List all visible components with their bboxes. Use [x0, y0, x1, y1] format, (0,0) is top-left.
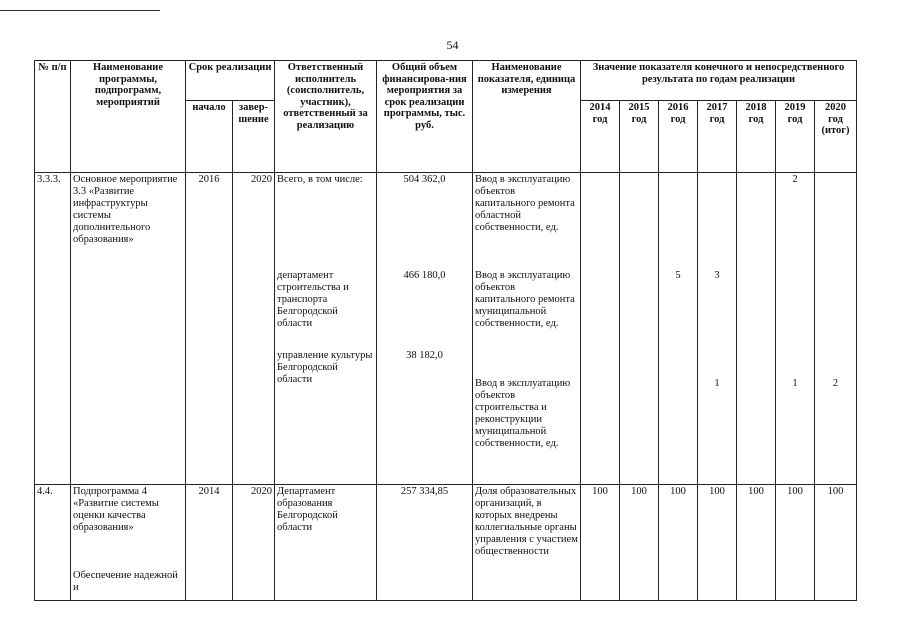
page-number: 54	[446, 38, 459, 52]
table-row	[35, 173, 857, 485]
row2-start: 2014	[186, 485, 233, 601]
row1-responsible	[275, 173, 377, 485]
row2-financing: 257 334,85	[377, 485, 473, 601]
row1-y2017	[698, 173, 737, 485]
row1-fin-construction: 466 180,0	[403, 270, 446, 281]
header-name: Наименование программы, подпрограмм, мероприятий	[71, 61, 186, 173]
header-responsible: Ответственный исполнитель (соисполнитель, участник), ответственный за реализацию	[275, 61, 377, 173]
row1-name: Основное мероприятие 3.3 «Развитие инфраструктуры системы дополнительного образования»	[71, 173, 186, 485]
row1-y2017-b: 3	[714, 270, 720, 281]
row1-y2018	[737, 173, 776, 485]
header-indicator: Наименование показателя, единица измерения	[473, 61, 581, 173]
header-year-2020: 2020 год (итог)	[815, 101, 857, 173]
row2-end: 2020	[233, 485, 275, 601]
header-year-2017: 2017 год	[698, 101, 737, 173]
table-row	[35, 485, 857, 601]
row2-y2016: 100	[659, 485, 698, 601]
header-year-2016: 2016 год	[659, 101, 698, 173]
row1-y2014	[581, 173, 620, 485]
row2-name-measure: Обеспечение надежной и	[73, 570, 178, 593]
row1-num: 3.3.3.	[35, 173, 71, 485]
row2-y2019: 100	[776, 485, 815, 601]
row1-fin-total: 504 362,0	[403, 174, 446, 185]
header-values: Значение показателя конечного и непосредственного результата по годам реализации	[581, 61, 857, 101]
row1-y2019-a: 2	[792, 174, 798, 185]
header-num: № п/п	[35, 61, 71, 173]
row1-start: 2016	[186, 173, 233, 485]
row1-y2016-b: 5	[675, 270, 681, 281]
header-year-2018: 2018 год	[737, 101, 776, 173]
row1-indicator-c: Ввод в эксплуатацию объектов строительства и реконструкции муниципальной собственности, ед.	[475, 378, 571, 449]
row1-y2020	[815, 173, 857, 485]
row1-resp-construction: департамент строительства и транспорта Белгородской области	[277, 270, 349, 329]
row2-y2015: 100	[620, 485, 659, 601]
header-year-2014: 2014 год	[581, 101, 620, 173]
row1-end: 2020	[233, 173, 275, 485]
row1-y2019-c: 1	[792, 378, 798, 389]
header-year-2015: 2015 год	[620, 101, 659, 173]
row2-num: 4.4.	[35, 485, 71, 601]
row2-y2014: 100	[581, 485, 620, 601]
row1-indicators	[473, 173, 581, 485]
row1-financing	[377, 173, 473, 485]
row1-y2020-c: 2	[832, 378, 839, 389]
row2-indicator: Доля образовательных организаций, в которых внедрены коллегиальные органы управления с участием общественности	[473, 485, 581, 601]
header-term-start: начало	[186, 101, 233, 173]
row1-resp-culture: управление культуры Белгородской области	[277, 350, 373, 385]
header-financing: Общий объем финансирова-ния мероприятия за срок реализации программы, тыс. руб.	[377, 61, 473, 173]
header-term-end: завер-шение	[233, 101, 275, 173]
top-rule	[0, 10, 160, 11]
row2-name-subprogram: Подпрограмма 4 «Развитие системы оценки качества образования»	[73, 486, 159, 533]
header-term: Срок реализации	[186, 61, 275, 101]
row1-indicator-b: Ввод в эксплуатацию объектов капитального ремонта муниципальной собственности, ед.	[475, 270, 575, 329]
row2-y2018: 100	[737, 485, 776, 601]
row1-y2016	[659, 173, 698, 485]
row1-y2017-c: 1	[714, 378, 720, 389]
row2-name	[71, 485, 186, 601]
row1-y2019	[776, 173, 815, 485]
row1-indicator-a: Ввод в эксплуатацию объектов капитального ремонта областной собственности, ед.	[475, 174, 575, 233]
header-year-2019: 2019 год	[776, 101, 815, 173]
row2-responsible: Департамент образования Белгородской области	[275, 485, 377, 601]
row1-resp-total: Всего, в том числе:	[277, 174, 363, 185]
row1-fin-culture: 38 182,0	[406, 350, 443, 361]
row2-y2020: 100	[815, 485, 857, 601]
row2-y2017: 100	[698, 485, 737, 601]
row1-y2015	[620, 173, 659, 485]
program-table	[34, 60, 857, 601]
